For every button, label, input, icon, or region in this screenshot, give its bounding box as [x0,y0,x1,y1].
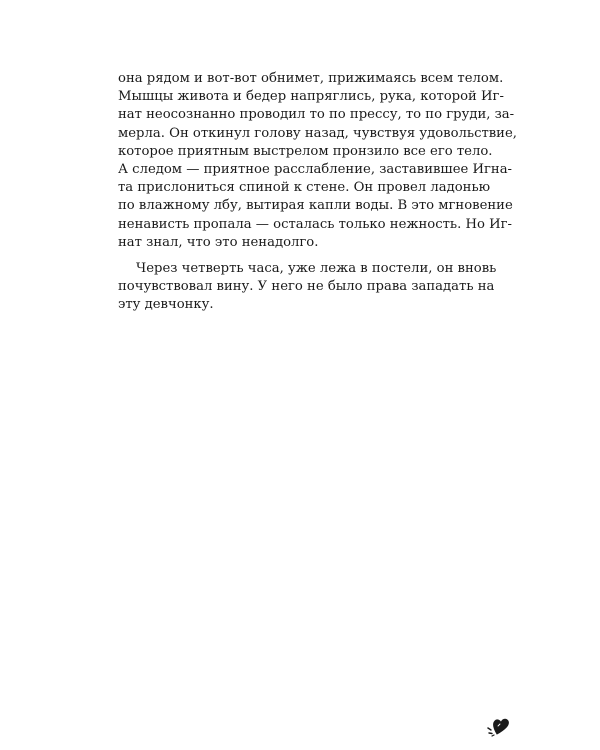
heart-icon-graphic [484,708,514,738]
text-line: Мышцы живота и бедер напряглись, рука, которой Иг- [118,89,504,105]
text-line: та прислониться спиной к стене. Он провел ладонью [118,180,491,196]
paragraph-spacer [118,252,484,260]
text-line: она рядом и вот-вот обнимет, прижимаясь всем телом. [118,71,504,86]
text-line: ненависть пропала — осталась только нежность. Но Иг- [118,216,512,232]
text-line: которое приятным выстрелом пронзило все его тело. [118,143,493,159]
text-line: А следом — приятное расслабление, заставившее Игна- [118,162,513,178]
text-line: Через четверть часа, уже лежа в постели, он вновь [136,261,497,277]
text-line: мерла. Он откинул голову назад, чувствуя удовольствие, [118,125,517,141]
heart-icon [484,708,514,738]
paragraph-2 [118,260,497,315]
paragraph-1 [118,70,517,252]
text-line: по влажному лбу, вытирая капли воды. В это мгновение [118,198,513,214]
text-line: нат знал, что это ненадолго. [118,234,319,250]
body-text [118,70,517,315]
text-line: почувствовал вину. У него не было права западать на [118,279,495,295]
text-line: эту девчонку. [118,297,214,313]
text-line: нат неосознанно проводил то по прессу, то по груди, за- [118,107,515,123]
